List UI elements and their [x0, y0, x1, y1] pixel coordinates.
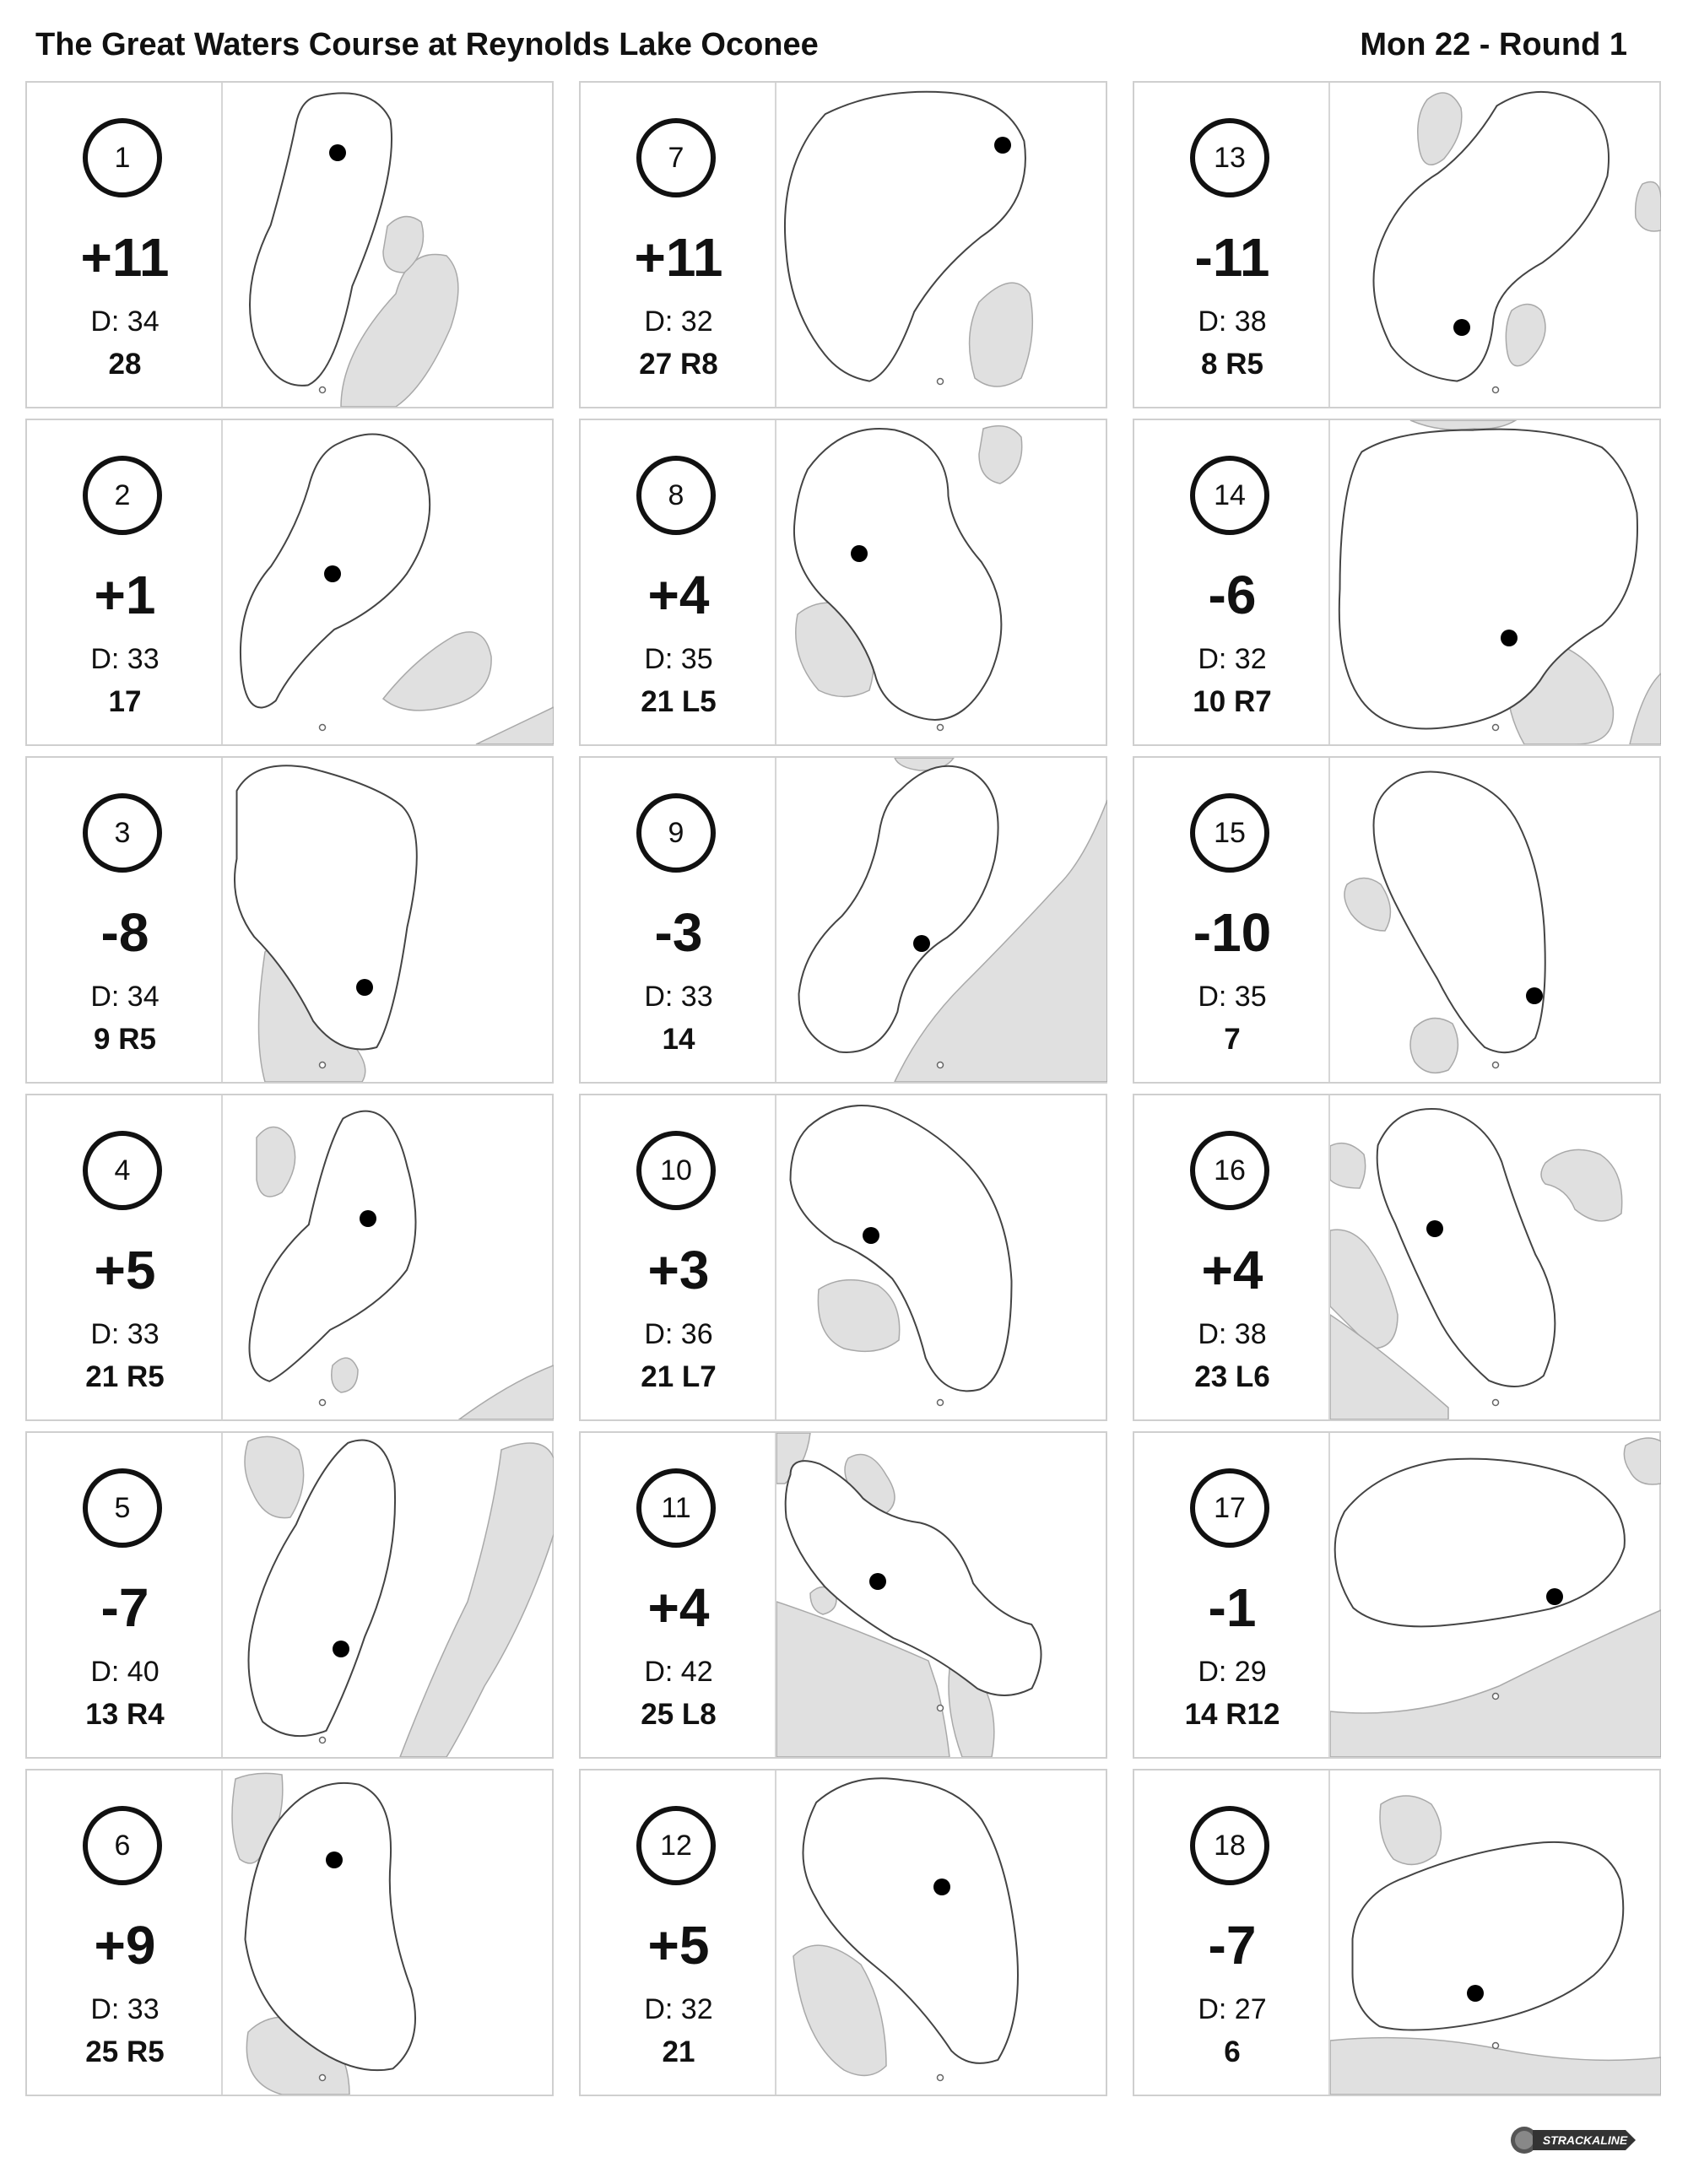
pin-position: 6 — [1224, 2035, 1241, 2068]
green-depth: D: 35 — [644, 643, 713, 675]
marker-icon — [320, 1400, 326, 1406]
bunker — [1330, 1143, 1366, 1188]
green-diagram — [776, 420, 1107, 744]
hole-card — [579, 1431, 1107, 1759]
hole-info — [1134, 1433, 1330, 1757]
marker-icon — [1493, 1400, 1499, 1406]
pin-score: +1 — [94, 565, 156, 625]
pin-position: 14 — [662, 1023, 695, 1056]
pin-score: +4 — [647, 1577, 710, 1638]
marker-icon — [938, 1062, 944, 1068]
pin-score: +11 — [634, 227, 723, 288]
green-depth: D: 33 — [90, 1318, 160, 1350]
pin-icon — [360, 1210, 376, 1227]
marker-icon — [1493, 1694, 1499, 1700]
bunker — [245, 1436, 304, 1517]
pin-icon — [869, 1573, 886, 1590]
hole-card — [579, 756, 1107, 1084]
green-depth: D: 33 — [644, 981, 713, 1013]
green-depth: D: 32 — [644, 305, 713, 338]
hole-info — [581, 83, 776, 407]
hole-card — [579, 81, 1107, 408]
hole-info — [27, 1095, 223, 1419]
pin-icon — [329, 144, 346, 161]
pin-position: 10 R7 — [1193, 685, 1272, 718]
hole-number: 16 — [1190, 1131, 1269, 1210]
marker-icon — [1493, 725, 1499, 731]
pin-score: -7 — [100, 1577, 149, 1638]
hole-number: 5 — [83, 1468, 162, 1548]
hole-number: 3 — [83, 793, 162, 873]
green-diagram — [776, 1770, 1107, 2095]
course-title: The Great Waters Course at Reynolds Lake Oconee — [35, 27, 819, 62]
hole-number: 1 — [83, 118, 162, 197]
green-depth: D: 34 — [90, 305, 160, 338]
rough-area — [476, 707, 554, 744]
green-diagram — [223, 1433, 554, 1757]
pin-icon — [1426, 1220, 1443, 1237]
hole-card — [25, 1431, 554, 1759]
marker-icon — [938, 379, 944, 385]
hole-number: 2 — [83, 456, 162, 535]
pin-icon — [933, 1879, 950, 1895]
green-depth: D: 42 — [644, 1656, 713, 1688]
marker-icon — [320, 725, 326, 731]
pin-icon — [994, 137, 1011, 154]
pin-icon — [333, 1641, 349, 1657]
bunker — [1418, 93, 1462, 165]
pin-score: -6 — [1208, 565, 1257, 625]
green-diagram — [1330, 1095, 1661, 1419]
pin-score: -1 — [1208, 1577, 1257, 1638]
hole-number: 12 — [636, 1806, 716, 1885]
pin-position: 13 R4 — [85, 1698, 165, 1731]
hole-card — [1133, 1769, 1661, 2096]
green-outline — [793, 1109, 1009, 1388]
hole-card — [1133, 419, 1661, 746]
hole-card — [25, 1094, 554, 1421]
marker-icon — [1493, 2043, 1499, 2049]
marker-icon — [938, 1400, 944, 1406]
marker-icon — [1493, 387, 1499, 393]
marker-icon — [1493, 1062, 1499, 1068]
pin-score: -3 — [654, 902, 703, 963]
pin-position: 21 — [662, 2035, 695, 2068]
pin-icon — [863, 1227, 879, 1244]
marker-icon — [320, 1738, 326, 1743]
green-diagram — [776, 83, 1107, 407]
hole-info — [581, 1770, 776, 2095]
hole-info — [1134, 83, 1330, 407]
pin-icon — [326, 1852, 343, 1868]
bunker — [818, 1280, 899, 1352]
pin-score: +4 — [1201, 1240, 1263, 1300]
bunker — [1410, 420, 1516, 430]
pin-icon — [1501, 630, 1518, 646]
green-diagram — [776, 1433, 1107, 1757]
hole-number: 13 — [1190, 118, 1269, 197]
green-depth: D: 38 — [1198, 305, 1267, 338]
green-diagram — [223, 83, 554, 407]
hole-card — [25, 81, 554, 408]
hole-info — [27, 420, 223, 744]
pin-score: -11 — [1194, 227, 1270, 288]
pin-score: +9 — [94, 1915, 156, 1976]
hole-info — [581, 1433, 776, 1757]
hole-number: 9 — [636, 793, 716, 873]
hole-grid — [25, 81, 1663, 2100]
green-depth: D: 29 — [1198, 1656, 1267, 1688]
rough-area — [459, 1365, 554, 1419]
pin-position: 25 R5 — [85, 2035, 165, 2068]
pin-position: 21 L7 — [641, 1360, 717, 1393]
pin-icon — [913, 935, 930, 952]
hole-info — [27, 83, 223, 407]
marker-icon — [938, 2075, 944, 2081]
pin-position: 14 R12 — [1184, 1698, 1280, 1731]
hole-card — [579, 1769, 1107, 2096]
hole-card — [1133, 1094, 1661, 1421]
bunker — [1541, 1149, 1622, 1221]
hole-info — [1134, 758, 1330, 1082]
bunker — [1624, 1438, 1661, 1484]
pin-score: -8 — [100, 902, 149, 963]
hole-card — [1133, 81, 1661, 408]
hole-number: 7 — [636, 118, 716, 197]
hole-card — [1133, 1431, 1661, 1759]
bunker — [1380, 1796, 1441, 1864]
pin-position: 23 L6 — [1194, 1360, 1270, 1393]
hole-number: 14 — [1190, 456, 1269, 535]
strackaline-logo — [1507, 2123, 1639, 2157]
pin-score: +3 — [647, 1240, 710, 1300]
pin-score: +5 — [647, 1915, 710, 1976]
bunker — [970, 283, 1033, 387]
green-diagram — [1330, 758, 1661, 1082]
green-diagram — [1330, 1770, 1661, 2095]
logo-text: STRACKALINE — [1542, 2133, 1628, 2147]
hole-number: 17 — [1190, 1468, 1269, 1548]
pin-score: +11 — [80, 227, 170, 288]
bunker — [979, 426, 1022, 484]
pin-position: 21 L5 — [641, 685, 717, 718]
green-depth: D: 33 — [90, 1993, 160, 2025]
bunker — [1506, 305, 1545, 366]
hole-number: 4 — [83, 1131, 162, 1210]
hole-card — [25, 756, 554, 1084]
green-depth: D: 40 — [90, 1656, 160, 1688]
green-diagram — [1330, 420, 1661, 744]
bunker — [341, 254, 458, 407]
hole-info — [1134, 1770, 1330, 2095]
hole-info — [581, 1095, 776, 1419]
green-depth: D: 38 — [1198, 1318, 1267, 1350]
green-diagram — [223, 1095, 554, 1419]
pin-position: 8 R5 — [1201, 348, 1263, 381]
marker-icon — [320, 1062, 326, 1068]
hole-info — [27, 758, 223, 1082]
marker-icon — [320, 2075, 326, 2081]
pin-icon — [1467, 1985, 1484, 2002]
green-outline — [1377, 95, 1606, 378]
bunker — [332, 1358, 358, 1392]
pin-icon — [356, 979, 373, 996]
hole-card — [579, 1094, 1107, 1421]
pin-icon — [1546, 1588, 1563, 1605]
water — [400, 1443, 554, 1757]
pin-position: 9 R5 — [94, 1023, 156, 1056]
bunker — [1410, 1019, 1458, 1073]
marker-icon — [320, 387, 326, 393]
hole-info — [27, 1433, 223, 1757]
pin-score: -7 — [1208, 1915, 1257, 1976]
pin-position: 25 L8 — [641, 1698, 717, 1731]
hole-number: 8 — [636, 456, 716, 535]
pin-position: 7 — [1224, 1023, 1241, 1056]
pin-position: 28 — [108, 348, 142, 381]
green-depth: D: 34 — [90, 981, 160, 1013]
hole-number: 15 — [1190, 793, 1269, 873]
green-diagram — [1330, 83, 1661, 407]
hole-number: 18 — [1190, 1806, 1269, 1885]
green-outline — [1355, 1845, 1620, 2027]
hole-info — [581, 758, 776, 1082]
pin-position: 21 R5 — [85, 1360, 165, 1393]
rough-area — [1330, 1610, 1661, 1757]
pin-icon — [324, 565, 341, 582]
green-depth: D: 36 — [644, 1318, 713, 1350]
green-depth: D: 32 — [644, 1993, 713, 2025]
pin-score: +5 — [94, 1240, 156, 1300]
pin-score: +4 — [647, 565, 710, 625]
marker-icon — [938, 1706, 944, 1711]
hole-card — [579, 419, 1107, 746]
round-label: Mon 22 - Round 1 — [1360, 27, 1627, 62]
pin-icon — [1453, 319, 1470, 336]
pin-position: 17 — [108, 685, 142, 718]
hole-info — [581, 420, 776, 744]
hole-info — [1134, 1095, 1330, 1419]
green-depth: D: 27 — [1198, 1993, 1267, 2025]
green-diagram — [776, 758, 1107, 1082]
green-depth: D: 35 — [1198, 981, 1267, 1013]
bunker — [383, 632, 491, 711]
marker-icon — [938, 725, 944, 731]
pin-icon — [851, 545, 868, 562]
hole-card — [25, 1769, 554, 2096]
green-diagram — [1330, 1433, 1661, 1757]
rough-area — [1630, 673, 1661, 744]
green-outline — [1380, 1112, 1552, 1384]
bunker — [1344, 878, 1390, 932]
bunker — [257, 1127, 295, 1197]
hole-number: 11 — [636, 1468, 716, 1548]
hole-card — [25, 419, 554, 746]
pin-position: 27 R8 — [639, 348, 718, 381]
green-diagram — [223, 758, 554, 1082]
hole-info — [1134, 420, 1330, 744]
green-diagram — [776, 1095, 1107, 1419]
green-diagram — [223, 1770, 554, 2095]
pin-icon — [1526, 987, 1543, 1004]
pin-score: -10 — [1193, 902, 1272, 963]
green-diagram — [223, 420, 554, 744]
green-depth: D: 32 — [1198, 643, 1267, 675]
hole-card — [1133, 756, 1661, 1084]
bunker — [1636, 182, 1661, 232]
hole-info — [27, 1770, 223, 2095]
green-depth: D: 33 — [90, 643, 160, 675]
hole-number: 6 — [83, 1806, 162, 1885]
hole-number: 10 — [636, 1131, 716, 1210]
